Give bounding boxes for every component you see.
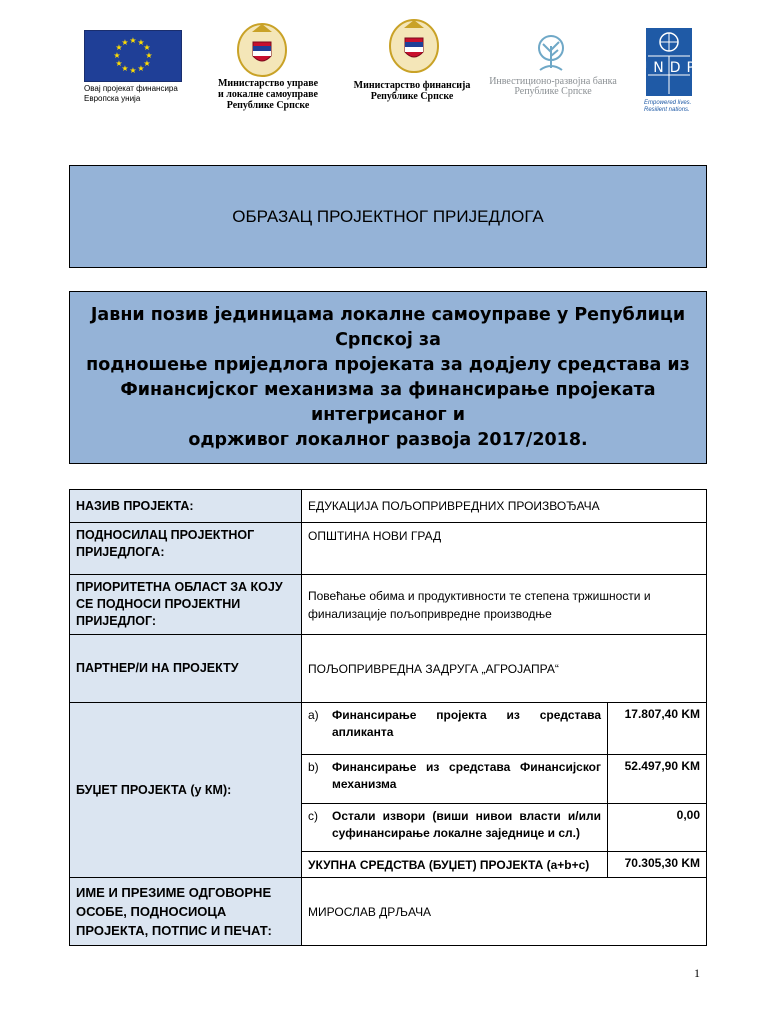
ministry1-line2: и локалне самоуправе: [218, 89, 318, 100]
republika-srpska-crest-icon: [388, 14, 440, 74]
applicant-label: ПОДНОСИЛАЦ ПРОЈЕКТНОГ ПРИЈЕДЛОГА:: [70, 523, 302, 575]
budget-item-b-amount: 52.497,90 KM: [608, 755, 707, 804]
responsible-person-label: ИМЕ И ПРЕЗИМЕ ОДГОВОРНЕ ОСОБЕ, ПОДНОСИОЦА ПРОЈЕКТА, ПОТПИС И ПЕЧАТ:: [70, 878, 302, 946]
budget-label: БУЏЕТ ПРОЈЕКТА (у КМ):: [70, 703, 302, 878]
table-row: [70, 635, 707, 703]
ministry2-line1: Министарство финансија: [353, 80, 471, 91]
form-title-box: [69, 165, 707, 268]
budget-item-c-amount: 0,00: [608, 804, 707, 852]
call-line-3: Финансијског механизма за финансирање пројеката интегрисаног и: [120, 379, 656, 425]
budget-item-a-amount: 17.807,40 KM: [608, 703, 707, 755]
partner-value: ПОЉОПРИВРЕДНА ЗАДРУГА „АГРОЈАПРА“: [302, 635, 707, 703]
ministry1-line3: Републике Српске: [226, 100, 310, 111]
budget-item-c: [302, 804, 608, 852]
eu-caption: [84, 84, 194, 104]
svg-text:★: ★: [129, 36, 137, 45]
table-row: [70, 523, 707, 575]
call-line-4: одрживог локалног развоја 2017/2018.: [188, 429, 588, 450]
svg-text:★: ★: [143, 59, 151, 68]
call-line-2: подношење приједлога пројеката за додјелу средстава из: [86, 354, 690, 375]
svg-text:★: ★: [121, 38, 129, 47]
table-row: [70, 703, 707, 755]
budget-total-label: УКУПНА СРЕДСТВА (БУЏЕТ) ПРОЈЕКТА (a+b+c): [302, 852, 608, 878]
responsible-person-value: МИРОСЛАВ ДРЉАЧА: [302, 878, 707, 946]
undp-emblem-icon: [637, 28, 701, 96]
svg-text:★: ★: [143, 43, 151, 52]
priority-value: Повећање обима и продуктивности те степена тржишности и финализације пољопривредне производње: [302, 575, 707, 635]
table-row: [70, 878, 707, 946]
ministry-admin-caption: [210, 78, 326, 111]
call-line-1: Јавни позив јединицама локалне самоуправе у Републици Српској за: [90, 304, 686, 350]
svg-text:★: ★: [115, 59, 123, 68]
svg-text:★: ★: [115, 43, 123, 52]
budget-total-amount: 70.305,30 KM: [608, 852, 707, 878]
republika-srpska-crest-icon: [236, 18, 288, 78]
budget-item-a-marker: a): [308, 708, 319, 722]
svg-text:★: ★: [121, 64, 129, 73]
logo-header: [0, 0, 768, 130]
irb-tree-icon: [528, 32, 574, 72]
svg-text:★: ★: [137, 38, 145, 47]
priority-label: ПРИОРИТЕТНА ОБЛАСТ ЗА КОЈУ СЕ ПОДНОСИ ПРОЈЕКТНИ ПРИЈЕДЛОГ:: [70, 575, 302, 635]
budget-item-a-text: Финансирање пројекта из средстава апликанта: [332, 708, 601, 739]
applicant-value: ОПШТИНА НОВИ ГРАД: [302, 523, 707, 575]
undp-tagline: [644, 100, 704, 114]
eu-stars-icon: [85, 31, 181, 81]
table-row: [70, 490, 707, 523]
page-number: 1: [694, 966, 700, 980]
public-call-box: [69, 291, 707, 464]
ministry-finance-caption: [344, 80, 480, 102]
budget-item-b: [302, 755, 608, 804]
ministry1-line1: Министарство управе: [217, 78, 319, 89]
undp-logo-text: UNDP: [637, 60, 701, 76]
eu-caption-line1: Овај пројекат финансира: [84, 84, 178, 93]
budget-item-b-text: Финансирање из средстава Финансијског механизма: [332, 760, 601, 791]
eu-caption-line2: Европска унија: [84, 94, 141, 103]
undp-logo: [637, 28, 701, 98]
budget-item-b-marker: b): [308, 760, 319, 774]
budget-item-c-text: Остали извори (виши нивои власти и/или суфинансирање локалне заједнице и сл.): [332, 809, 601, 840]
undp-tagline-line2: Resilient nations.: [644, 107, 690, 113]
irb-caption: [484, 77, 622, 97]
budget-item-c-marker: c): [308, 809, 318, 823]
eu-flag-logo: [84, 30, 182, 82]
budget-item-a: [302, 703, 608, 755]
project-form-table: [69, 489, 707, 946]
svg-text:★: ★: [129, 66, 137, 75]
bank-line2: Републике Српске: [514, 86, 592, 97]
undp-tagline-line1: Empowered lives.: [644, 100, 692, 106]
project-name-label: НАЗИВ ПРОЈЕКТА:: [70, 490, 302, 523]
partner-label: ПАРТНЕР/И НА ПРОЈЕКТУ: [70, 635, 302, 703]
table-row: [70, 575, 707, 635]
svg-text:★: ★: [137, 64, 145, 73]
form-title: ОБРАЗАЦ ПРОЈЕКТНОГ ПРИЈЕДЛОГА: [232, 206, 544, 226]
bank-line1: Инвестиционо-развојна банка: [489, 76, 617, 87]
svg-text:★: ★: [113, 51, 121, 60]
project-name-value: ЕДУКАЦИЈА ПОЉОПРИВРЕДНИХ ПРОИЗВОЂАЧА: [302, 490, 707, 523]
ministry2-line2: Републике Српске: [370, 91, 454, 102]
svg-text:★: ★: [145, 51, 153, 60]
